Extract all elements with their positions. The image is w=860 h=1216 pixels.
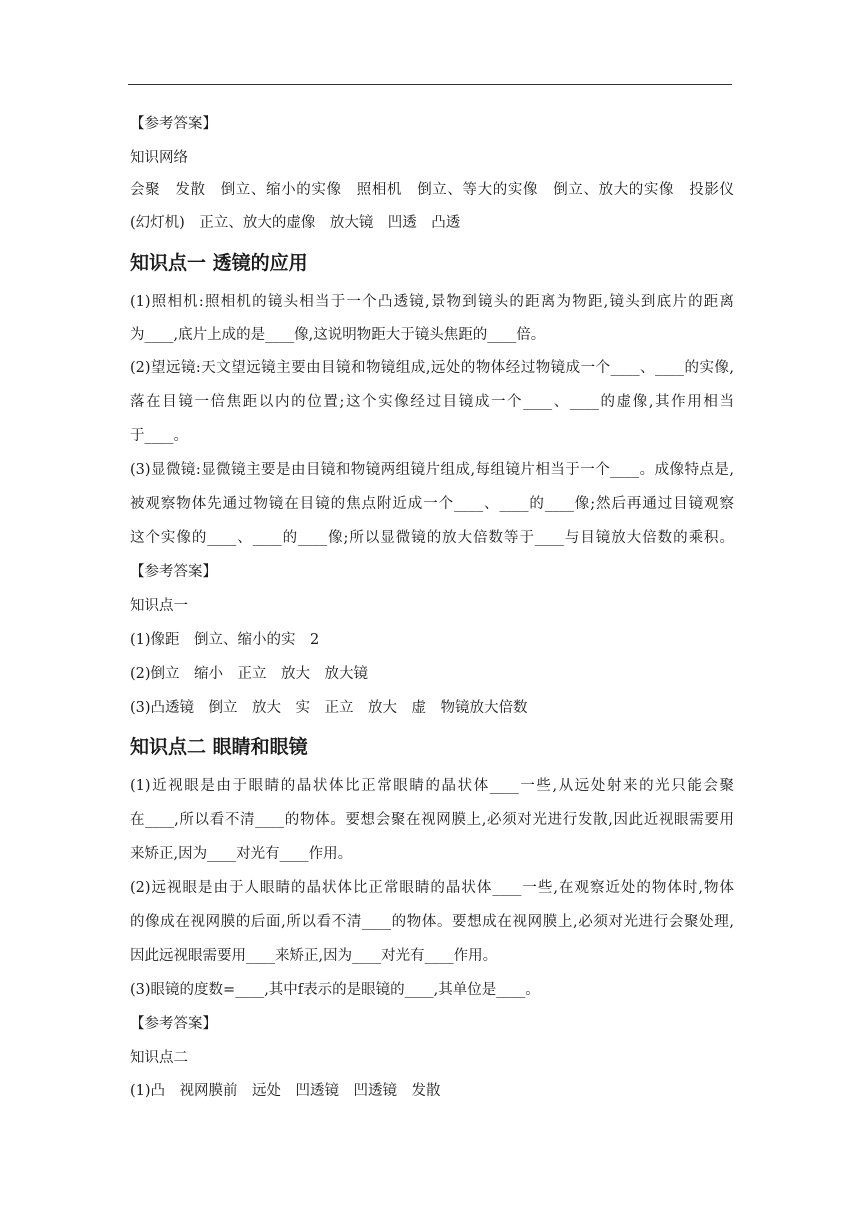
- answer-line: (2)倒立 缩小 正立 放大 放大镜: [130, 666, 369, 682]
- header-rule: [128, 84, 732, 85]
- answer-subtitle: 知识点一: [130, 598, 188, 614]
- answer-line: 会聚 发散 倒立、缩小的实像 照相机 倒立、等大的实像 倒立、放大的实像 投影仪: [130, 182, 734, 198]
- section-heading: 知识点二 眼睛和眼镜: [130, 736, 308, 758]
- answer-label: 【参考答案】: [130, 1016, 217, 1032]
- paragraph-line: (3)显微镜:显微镜主要是由目镜和物镜两组镜片组成,每组镜片相当于一个____。成像特点是,: [130, 462, 734, 478]
- answer-subtitle: 知识网络: [130, 150, 188, 166]
- answer-subtitle: 知识点二: [130, 1050, 188, 1066]
- paragraph-line: (1)照相机:照相机的镜头相当于一个凸透镜,景物到镜头的距离为物距,镜头到底片的距离: [130, 294, 734, 310]
- answer-line: (1)凸 视网膜前 远处 凹透镜 凹透镜 发散: [130, 1083, 441, 1099]
- answer-line: (3)凸透镜 倒立 放大 实 正立 放大 虚 物镜放大倍数: [130, 700, 528, 716]
- answer-line: (幻灯机) 正立、放大的虚像 放大镜 凹透 凸透: [130, 215, 461, 231]
- paragraph-line: (2)远视眼是由于人眼睛的晶状体比正常眼睛的晶状体____一些,在观察近处的物体时,物体: [130, 880, 734, 896]
- paragraph-line: 被观察物体先通过物镜在目镜的焦点附近成一个____、____的____像;然后再通过目镜观察: [130, 496, 734, 512]
- paragraph-line: 为____,底片上成的是____像,这说明物距大于镜头焦距的____倍。: [130, 327, 546, 343]
- section-heading: 知识点一 透镜的应用: [130, 252, 308, 274]
- paragraph-line: 这个实像的____、____的____像;所以显微镜的放大倍数等于____与目镜放大倍数的乘积。: [130, 530, 734, 546]
- paragraph-line: 因此远视眼需要用____来矫正,因为____对光有____作用。: [130, 948, 498, 964]
- paragraph-line: 来矫正,因为____对光有____作用。: [130, 846, 353, 862]
- paragraph-line: 的像成在视网膜的后面,所以看不清____的物体。要想成在视网膜上,必须对光进行会聚处理,: [130, 914, 734, 930]
- paragraph-line: 在____,所以看不清____的物体。要想会聚在视网膜上,必须对光进行发散,因此近视眼需要用: [130, 812, 734, 828]
- paragraph-line: 落在目镜一倍焦距以内的位置;这个实像经过目镜成一个____、____的虚像,其作用相当: [130, 394, 734, 410]
- answer-label: 【参考答案】: [130, 116, 217, 132]
- answer-line: (1)像距 倒立、缩小的实 2: [130, 632, 320, 648]
- paragraph-line: (2)望远镜:天文望远镜主要由目镜和物镜组成,远处的物体经过物镜成一个____、____的实像,: [130, 360, 734, 376]
- answer-label: 【参考答案】: [130, 564, 217, 580]
- paragraph-line: (3)眼镜的度数=____,其中f表示的是眼镜的____,其单位是____。: [130, 982, 540, 998]
- paragraph-line: 于____。: [130, 428, 188, 444]
- paragraph-line: (1)近视眼是由于眼睛的晶状体比正常眼睛的晶状体____一些,从远处射来的光只能会聚: [130, 778, 734, 794]
